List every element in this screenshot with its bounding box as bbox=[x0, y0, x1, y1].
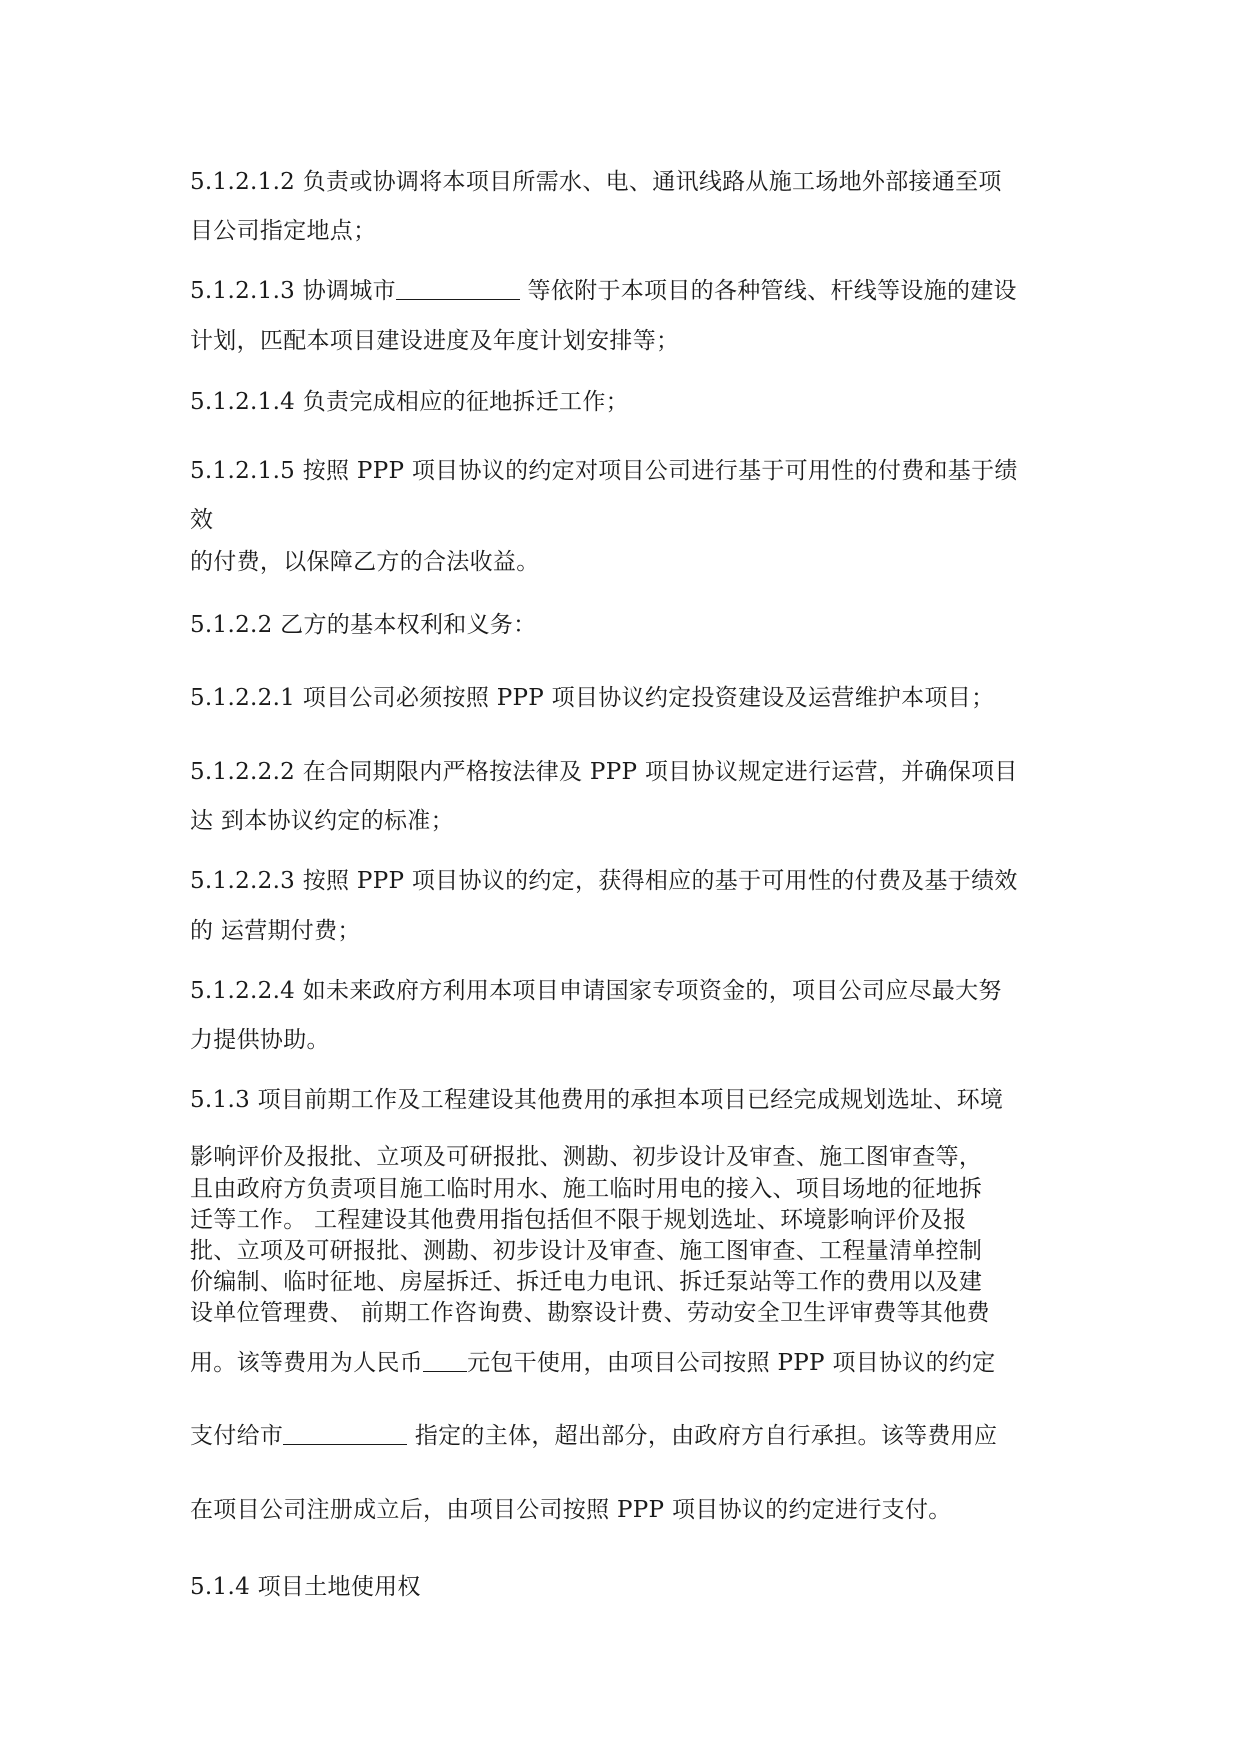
line-text: 5.1.4 项目土地使用权 bbox=[190, 1574, 421, 1600]
line-text: 5.1.2.2.2 在合同期限内严格按法律及 PPP 项目协议规定进行运营，并确保项目 bbox=[190, 759, 1018, 785]
text-line bbox=[190, 976, 1002, 1006]
text-line bbox=[190, 1236, 982, 1266]
line-text: 5.1.3 项目前期工作及工程建设其他费用的承担本项目已经完成规划选址、环境 bbox=[190, 1087, 1004, 1113]
text-line bbox=[190, 326, 679, 356]
text-line bbox=[190, 547, 540, 577]
text-line bbox=[190, 1142, 982, 1172]
line-text: 的付费，以保障乙方的合法收益。 bbox=[190, 549, 540, 575]
line-text: 5.1.2.1.5 按照 PPP 项目协议的约定对项目公司进行基于可用性的付费和基于绩 bbox=[190, 458, 1018, 484]
text-line bbox=[190, 216, 376, 246]
text-line bbox=[190, 1267, 982, 1297]
text-line bbox=[190, 1298, 990, 1328]
line-text: 迁等工作。 工程建设其他费用指包括但不限于规划选址、环境影响评价及报 bbox=[190, 1207, 967, 1233]
line-text: 5.1.2.1.3 协调城市 bbox=[190, 278, 396, 304]
text-line bbox=[190, 806, 454, 836]
text-line bbox=[190, 167, 1002, 197]
line-text: 元包干使用，由项目公司按照 PPP 项目协议的约定 bbox=[467, 1350, 996, 1376]
text-line bbox=[190, 1572, 421, 1602]
text-line bbox=[190, 276, 1017, 306]
text-line bbox=[190, 683, 994, 713]
text-line bbox=[190, 1205, 967, 1235]
line-text: 设单位管理费、 前期工作咨询费、勘察设计费、劳动安全卫生评审费等其他费 bbox=[190, 1300, 990, 1326]
text-line bbox=[190, 916, 361, 946]
line-text: 批、立项及可研报批、测勘、初步设计及审查、施工图审查、工程量清单控制 bbox=[190, 1238, 983, 1264]
text-line bbox=[190, 866, 1018, 896]
line-text: 且由政府方负责项目施工临时用水、施工临时用电的接入、项目场地的征地拆 bbox=[190, 1176, 983, 1202]
fill-in-blank bbox=[283, 1422, 407, 1445]
line-text: 5.1.2.1.4 负责完成相应的征地拆迁工作； bbox=[190, 389, 629, 415]
text-line bbox=[190, 456, 1018, 486]
line-text: 效 bbox=[190, 507, 214, 533]
text-line bbox=[190, 757, 1018, 787]
fill-in-blank bbox=[396, 277, 520, 300]
line-text: 的 运营期付费； bbox=[190, 918, 361, 944]
line-text: 指定的主体，超出部分，由政府方自行承担。该等费用应 bbox=[414, 1423, 998, 1449]
line-text: 5.1.2.2.3 按照 PPP 项目协议的约定，获得相应的基于可用性的付费及基于绩效 bbox=[190, 868, 1018, 894]
text-line bbox=[190, 505, 213, 535]
line-text: 5.1.2.2.1 项目公司必须按照 PPP 项目协议约定投资建设及运营维护本项目； bbox=[190, 685, 995, 711]
line-text: 价编制、临时征地、房屋拆迁、拆迁电力电讯、拆迁泵站等工作的费用以及建 bbox=[190, 1269, 983, 1295]
line-text: 影响评价及报批、立项及可研报批、测勘、初步设计及审查、施工图审查等， bbox=[190, 1144, 983, 1170]
line-text: 用。该等费用为人民币 bbox=[190, 1350, 423, 1376]
line-text: 支付给市 bbox=[190, 1423, 284, 1449]
fill-in-blank bbox=[423, 1349, 467, 1372]
line-text: 5.1.2.1.2 负责或协调将本项目所需水、电、通讯线路从施工场地外部接通至项 bbox=[190, 169, 1002, 195]
text-line bbox=[190, 387, 629, 417]
line-text: 计划，匹配本项目建设进度及年度计划安排等； bbox=[190, 328, 680, 354]
text-line bbox=[190, 1348, 996, 1378]
text-line bbox=[190, 610, 536, 640]
text-line bbox=[190, 1085, 1003, 1115]
text-line bbox=[190, 1174, 982, 1204]
text-line bbox=[190, 1495, 952, 1525]
line-text: 目公司指定地点； bbox=[190, 218, 377, 244]
text-line bbox=[190, 1025, 330, 1055]
line-text: 5.1.2.2 乙方的基本权利和义务： bbox=[190, 612, 537, 638]
line-text: 在项目公司注册成立后，由项目公司按照 PPP 项目协议的约定进行支付。 bbox=[190, 1497, 952, 1523]
line-text: 力提供协助。 bbox=[190, 1027, 330, 1053]
line-text: 5.1.2.2.4 如未来政府方利用本项目申请国家专项资金的，项目公司应尽最大努 bbox=[190, 978, 1002, 1004]
text-line bbox=[190, 1421, 997, 1451]
line-text: 等依附于本项目的各种管线、杆线等设施的建设 bbox=[527, 278, 1017, 304]
line-text: 达 到本协议约定的标准； bbox=[190, 808, 454, 834]
